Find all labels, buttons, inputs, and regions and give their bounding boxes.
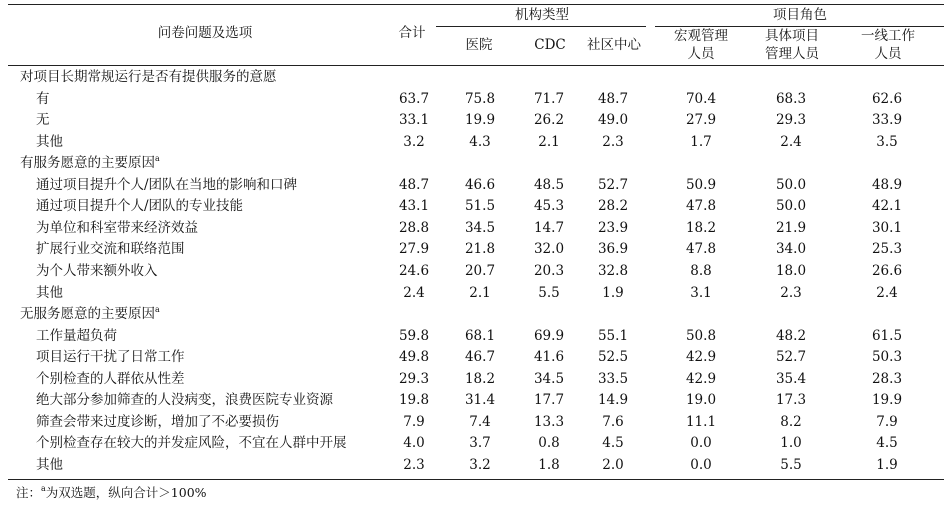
row-label-text: 项目运行干扰了日常工作 <box>36 349 185 366</box>
table-cell: 4.5 <box>876 435 898 452</box>
row-label-text: 其他 <box>36 284 63 301</box>
table-cell: 46.7 <box>464 349 496 366</box>
table-cell: 42.1 <box>871 198 903 215</box>
row-label-text: 个别检查存在较大的并发症风险，不宜在人群中开展 <box>36 435 347 452</box>
row-label-text: 其他 <box>36 456 63 473</box>
table-cell: 2.1 <box>538 133 560 150</box>
table-row <box>0 346 952 367</box>
table-cell: 24.6 <box>398 262 430 279</box>
table-cell: 33.9 <box>871 112 903 129</box>
table-cell: 26.6 <box>871 262 903 279</box>
row-label-text: 无 <box>36 112 50 129</box>
table-cell: 18.2 <box>464 370 496 387</box>
table-cell: 75.8 <box>464 90 496 107</box>
row-label <box>36 177 297 193</box>
table-cell: 48.2 <box>775 327 807 344</box>
table-cell: 19.8 <box>398 392 430 409</box>
table-cell: 52.5 <box>597 349 629 366</box>
table-cell: 2.3 <box>780 284 802 301</box>
table-cell: 50.9 <box>685 176 717 193</box>
row-label <box>36 457 63 473</box>
table-cell: 25.3 <box>871 241 903 258</box>
row-label-text: 有 <box>36 90 50 107</box>
table-cell: 42.9 <box>685 349 717 366</box>
table-cell: 7.9 <box>876 413 898 430</box>
table-cell: 48.9 <box>871 176 903 193</box>
section-label <box>20 306 160 322</box>
header-col-macro-l1: 宏观管理 <box>674 28 728 44</box>
table-cell: 2.4 <box>403 284 425 301</box>
header-col-macro-l2: 人员 <box>687 46 715 62</box>
table-row <box>0 368 952 389</box>
table-cell: 1.9 <box>876 456 898 473</box>
table-cell: 5.5 <box>780 456 802 473</box>
table-cell: 0.8 <box>538 435 560 452</box>
table-cell: 19.9 <box>871 392 903 409</box>
header-col-project-l1: 具体项目 <box>765 28 819 44</box>
row-label <box>36 134 63 150</box>
table-cell: 0.0 <box>690 456 712 473</box>
row-label-text: 扩展行业交流和联络范围 <box>36 241 185 258</box>
table-cell: 0.0 <box>690 435 712 452</box>
table-cell: 48.5 <box>533 176 565 193</box>
table-cell: 20.3 <box>533 262 565 279</box>
table-cell: 52.7 <box>597 176 629 193</box>
table-cell: 48.7 <box>398 176 430 193</box>
table-cell: 34.5 <box>464 219 496 236</box>
row-label <box>36 371 185 387</box>
table-cell: 2.3 <box>602 133 624 150</box>
header-org-group: 机构类型 <box>515 7 569 23</box>
table-row <box>0 195 952 216</box>
note-text: 为双选题，纵向合计＞100% <box>45 485 207 500</box>
table-cell: 19.9 <box>464 112 496 129</box>
row-label <box>36 91 50 107</box>
row-label <box>36 414 279 430</box>
table-cell: 17.3 <box>775 392 807 409</box>
table-cell: 71.7 <box>533 90 565 107</box>
top-rule <box>8 4 944 5</box>
table-cell: 50.0 <box>775 198 807 215</box>
table-cell: 68.3 <box>775 90 807 107</box>
table-cell: 4.3 <box>469 133 491 150</box>
table-cell: 47.8 <box>685 241 717 258</box>
table-cell: 14.9 <box>597 392 629 409</box>
table-cell: 1.0 <box>780 435 802 452</box>
table-cell: 19.0 <box>685 392 717 409</box>
table-cell: 51.5 <box>464 198 496 215</box>
row-label <box>36 285 63 301</box>
table-cell: 28.8 <box>398 219 430 236</box>
table-cell: 7.4 <box>469 413 491 430</box>
table-cell: 70.4 <box>685 90 717 107</box>
header-total: 合计 <box>398 25 426 41</box>
footnote-marker: a <box>155 154 160 164</box>
table-cell: 29.3 <box>775 112 807 129</box>
table-cell: 1.7 <box>690 133 712 150</box>
table-cell: 34.0 <box>775 241 807 258</box>
table-cell: 48.7 <box>597 90 629 107</box>
header-col-cdc: CDC <box>534 37 566 53</box>
table-cell: 49.0 <box>597 112 629 129</box>
table-cell: 4.5 <box>602 435 624 452</box>
table-cell: 14.7 <box>533 219 565 236</box>
table-cell: 18.0 <box>775 262 807 279</box>
row-label-text: 工作量超负荷 <box>36 327 117 344</box>
table-row <box>0 325 952 346</box>
table-cell: 21.9 <box>775 219 807 236</box>
row-label <box>36 349 185 365</box>
row-label-text: 其他 <box>36 133 63 150</box>
table-cell: 7.6 <box>602 413 624 430</box>
section-row <box>0 303 952 324</box>
row-label <box>36 263 158 279</box>
table-cell: 2.4 <box>876 284 898 301</box>
table-cell: 27.9 <box>685 112 717 129</box>
table-cell: 3.5 <box>876 133 898 150</box>
table-cell: 4.0 <box>403 435 425 452</box>
table-cell: 21.8 <box>464 241 496 258</box>
table-cell: 23.9 <box>597 219 629 236</box>
table-cell: 3.2 <box>469 456 491 473</box>
table-cell: 34.5 <box>533 370 565 387</box>
row-label <box>36 241 185 257</box>
table-cell: 50.0 <box>775 176 807 193</box>
row-label-text: 通过项目提升个人/团队的专业技能 <box>36 198 244 215</box>
section-row <box>0 152 952 173</box>
row-label-text: 通过项目提升个人/团队在当地的影响和口碑 <box>36 176 298 193</box>
table-row <box>0 260 952 281</box>
table-cell: 59.8 <box>398 327 430 344</box>
table-row <box>0 389 952 410</box>
row-label <box>36 392 333 408</box>
table-cell: 2.0 <box>602 456 624 473</box>
table-cell: 46.6 <box>464 176 496 193</box>
table-cell: 45.3 <box>533 198 565 215</box>
table-cell: 55.1 <box>597 327 629 344</box>
org-group-rule <box>436 26 646 27</box>
row-label <box>36 328 117 344</box>
table-cell: 2.3 <box>403 456 425 473</box>
role-group-rule <box>655 26 944 27</box>
table-cell: 17.7 <box>533 392 565 409</box>
header-col-project-l2: 管理人员 <box>765 46 819 62</box>
header-question-col: 问卷问题及选项 <box>157 25 253 41</box>
table-cell: 26.2 <box>533 112 565 129</box>
row-label <box>36 198 243 214</box>
row-label-text: 对项目长期常规运行是否有提供服务的意愿 <box>20 69 277 85</box>
row-label-text: 筛查会带来过度诊断，增加了不必要损伤 <box>36 413 279 430</box>
table-cell: 1.9 <box>602 284 624 301</box>
table-cell: 3.1 <box>690 284 712 301</box>
table-cell: 61.5 <box>871 327 903 344</box>
header-col-community: 社区中心 <box>587 37 641 53</box>
table-cell: 32.8 <box>597 262 629 279</box>
table-cell: 41.6 <box>533 349 565 366</box>
row-label-text: 为单位和科室带来经济效益 <box>36 219 198 236</box>
table-cell: 42.9 <box>685 370 717 387</box>
table-row <box>0 454 952 475</box>
section-row <box>0 66 952 87</box>
header-col-frontline-l2: 人员 <box>874 46 902 62</box>
note-prefix: 注： <box>16 485 42 500</box>
table-row <box>0 238 952 259</box>
table-cell: 63.7 <box>398 90 430 107</box>
table-cell: 8.8 <box>690 262 712 279</box>
table-cell: 28.2 <box>597 198 629 215</box>
table-cell: 69.9 <box>533 327 565 344</box>
header-role-group: 项目角色 <box>773 7 827 23</box>
table-row <box>0 88 952 109</box>
table-cell: 27.9 <box>398 241 430 258</box>
table-cell: 50.8 <box>685 327 717 344</box>
table-cell: 2.4 <box>780 133 802 150</box>
table-cell: 5.5 <box>538 284 560 301</box>
section-label <box>20 69 277 85</box>
table-cell: 20.7 <box>464 262 496 279</box>
row-label-text: 有服务愿意的主要原因 <box>20 155 155 172</box>
table-cell: 35.4 <box>775 370 807 387</box>
row-label <box>36 220 198 236</box>
table-cell: 28.3 <box>871 370 903 387</box>
table-cell: 1.8 <box>538 456 560 473</box>
row-label-text: 为个人带来额外收入 <box>36 262 158 279</box>
table-cell: 33.5 <box>597 370 629 387</box>
row-label <box>36 435 347 451</box>
table-row <box>0 131 952 152</box>
table-cell: 50.3 <box>871 349 903 366</box>
table-row <box>0 217 952 238</box>
table-cell: 2.1 <box>469 284 491 301</box>
table-row <box>0 282 952 303</box>
table-cell: 52.7 <box>775 349 807 366</box>
header-col-hospital: 医院 <box>465 37 493 53</box>
table-cell: 11.1 <box>685 413 717 430</box>
bottom-rule <box>8 479 944 480</box>
table-row <box>0 432 952 453</box>
table-cell: 68.1 <box>464 327 496 344</box>
table-cell: 3.7 <box>469 435 491 452</box>
table-cell: 49.8 <box>398 349 430 366</box>
table-cell: 31.4 <box>464 392 496 409</box>
table-cell: 30.1 <box>871 219 903 236</box>
note-sup: a <box>41 484 46 493</box>
table-row <box>0 411 952 432</box>
table-row <box>0 109 952 130</box>
table-cell: 43.1 <box>398 198 430 215</box>
footnote-marker: a <box>155 305 160 315</box>
table-cell: 13.3 <box>533 413 565 430</box>
table-cell: 18.2 <box>685 219 717 236</box>
table-cell: 62.6 <box>871 90 903 107</box>
row-label-text: 绝大部分参加筛查的人没病变，浪费医院专业资源 <box>36 392 333 409</box>
row-label-text: 无服务愿意的主要原因 <box>20 306 155 323</box>
table-cell: 47.8 <box>685 198 717 215</box>
table-cell: 36.9 <box>597 241 629 258</box>
table-row <box>0 174 952 195</box>
row-label <box>36 112 50 128</box>
table-cell: 32.0 <box>533 241 565 258</box>
section-label <box>20 155 160 171</box>
table-cell: 7.9 <box>403 413 425 430</box>
row-label-text: 个别检查的人群依从性差 <box>36 370 185 387</box>
table-note <box>16 485 207 501</box>
table-cell: 33.1 <box>398 112 430 129</box>
table-cell: 3.2 <box>403 133 425 150</box>
table-cell: 8.2 <box>780 413 802 430</box>
header-col-frontline-l1: 一线工作 <box>861 28 915 44</box>
table-cell: 29.3 <box>398 370 430 387</box>
